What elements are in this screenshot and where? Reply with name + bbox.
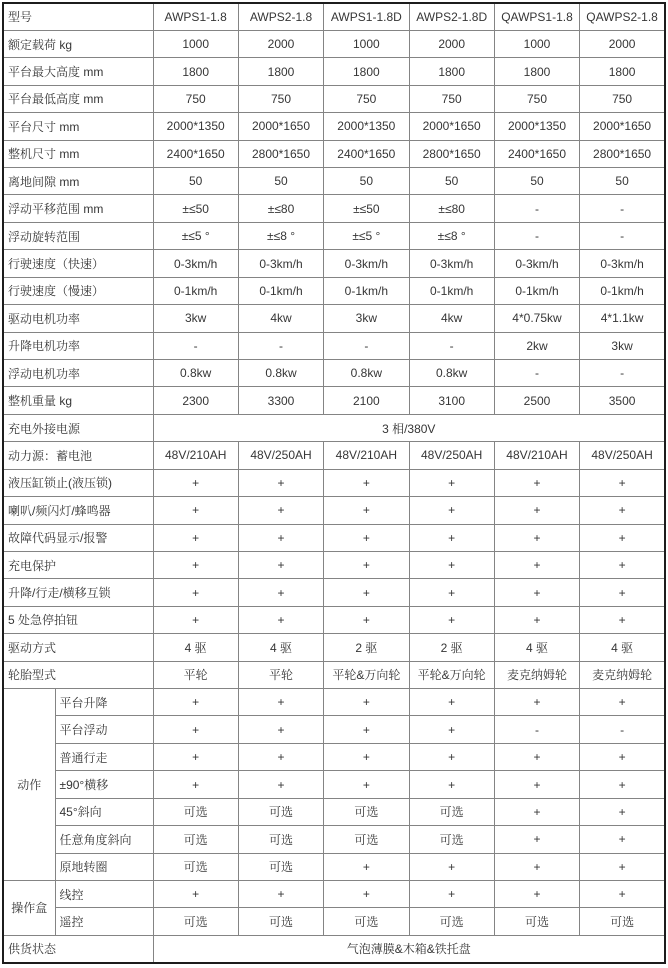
row-label: 行驶速度（快速） [3,250,153,277]
value-cell: 可选 [238,826,323,853]
value-cell: + [409,881,494,908]
value-cell: + [153,689,238,716]
value-cell: 750 [153,85,238,112]
value-cell: 3kw [153,305,238,332]
value-cell: ±≤80 [238,195,323,222]
spec-table [2,2,666,964]
value-cell: 1800 [238,58,323,85]
value-cell: 1000 [324,30,409,57]
value-cell: - [409,332,494,359]
value-cell: + [324,551,409,578]
value-cell: + [580,853,665,880]
value-cell: 50 [153,168,238,195]
value-cell: ±≤80 [409,195,494,222]
value-cell: 50 [409,168,494,195]
value-cell: + [580,826,665,853]
table-row [3,305,665,332]
value-cell: + [153,497,238,524]
row-sublabel: 平台升降 [55,689,153,716]
value-cell: + [409,579,494,606]
value-cell: 可选 [580,908,665,935]
value-cell: + [324,524,409,551]
value-cell: 可选 [153,853,238,880]
value-cell: 3kw [580,332,665,359]
value-cell: + [409,524,494,551]
value-cell: 1800 [494,58,579,85]
row-label: 升降电机功率 [3,332,153,359]
value-cell: + [409,497,494,524]
value-cell: + [580,497,665,524]
value-cell: + [494,606,579,633]
value-cell: 0-3km/h [238,250,323,277]
value-cell: 2800*1650 [409,140,494,167]
value-cell: + [153,551,238,578]
value-cell: 0-1km/h [580,277,665,304]
value-cell: 750 [580,85,665,112]
value-cell: 0.8kw [324,359,409,386]
table-row [3,881,665,908]
value-cell: + [494,881,579,908]
value-cell: - [238,332,323,359]
value-cell: 0-3km/h [580,250,665,277]
table-row [3,743,665,770]
value-cell: 4 驱 [580,634,665,661]
value-cell: - [494,195,579,222]
col-header-model: AWPS1-1.8D [324,3,409,30]
table-row [3,716,665,743]
value-cell: 1000 [153,30,238,57]
value-cell: ±≤50 [324,195,409,222]
value-cell: 1800 [580,58,665,85]
value-cell: ±≤8 ° [238,222,323,249]
value-cell: + [580,551,665,578]
col-header-model: AWPS2-1.8D [409,3,494,30]
value-cell: 可选 [324,826,409,853]
value-cell: 0-1km/h [324,277,409,304]
row-label: 5 处急停拍钮 [3,606,153,633]
value-cell: + [409,716,494,743]
value-cell: 4kw [238,305,323,332]
table-row [3,661,665,688]
value-cell: + [580,579,665,606]
value-cell: 50 [580,168,665,195]
value-cell: + [153,771,238,798]
value-cell: 2 驱 [324,634,409,661]
value-cell: 可选 [409,798,494,825]
value-cell: 750 [409,85,494,112]
merged-value-cell: 气泡薄膜&木箱&铁托盘 [153,935,665,963]
value-cell: 平轮 [238,661,323,688]
value-cell: 750 [494,85,579,112]
value-cell: 0-1km/h [153,277,238,304]
value-cell: 可选 [324,798,409,825]
value-cell: + [238,579,323,606]
col-header-model: AWPS1-1.8 [153,3,238,30]
value-cell: 0.8kw [238,359,323,386]
value-cell: 0-3km/h [324,250,409,277]
value-cell: 可选 [494,908,579,935]
value-cell: + [494,826,579,853]
value-cell: 0-3km/h [409,250,494,277]
value-cell: + [494,551,579,578]
value-cell: 0-3km/h [153,250,238,277]
value-cell: + [580,524,665,551]
col-header-model: QAWPS2-1.8 [580,3,665,30]
row-label: 轮胎型式 [3,661,153,688]
group-label: 操作盒 [3,881,55,936]
value-cell: + [153,881,238,908]
value-cell: + [324,716,409,743]
table-row [3,634,665,661]
value-cell: 3500 [580,387,665,414]
value-cell: 2000*1650 [409,113,494,140]
row-label: 浮动电机功率 [3,359,153,386]
value-cell: 可选 [238,853,323,880]
value-cell: 2 驱 [409,634,494,661]
value-cell: 0-1km/h [409,277,494,304]
row-label: 平台最大高度 mm [3,58,153,85]
value-cell: + [494,579,579,606]
value-cell: 2400*1650 [494,140,579,167]
value-cell: + [153,579,238,606]
value-cell: 50 [238,168,323,195]
table-row [3,85,665,112]
value-cell: + [409,551,494,578]
value-cell: + [580,469,665,496]
value-cell: 1800 [409,58,494,85]
value-cell: 0-3km/h [494,250,579,277]
value-cell: ±≤50 [153,195,238,222]
value-cell: + [238,716,323,743]
value-cell: + [409,853,494,880]
row-label: 平台最低高度 mm [3,85,153,112]
value-cell: - [324,332,409,359]
row-sublabel: 原地转圈 [55,853,153,880]
value-cell: + [324,853,409,880]
value-cell: 2400*1650 [153,140,238,167]
table-row [3,58,665,85]
row-label: 浮动平移范围 mm [3,195,153,222]
value-cell: + [580,606,665,633]
value-cell: 48V/210AH [324,442,409,469]
table-row [3,195,665,222]
value-cell: 0-1km/h [494,277,579,304]
spec-table-body [3,3,665,963]
value-cell: + [153,743,238,770]
value-cell: + [580,881,665,908]
value-cell: 0-1km/h [238,277,323,304]
table-row [3,798,665,825]
merged-value-cell: 3 相/380V [153,414,665,441]
col-header-model-label: 型号 [3,3,153,30]
value-cell: 4*1.1kw [580,305,665,332]
table-row [3,551,665,578]
value-cell: 48V/250AH [580,442,665,469]
value-cell: + [324,743,409,770]
value-cell: ±≤5 ° [324,222,409,249]
table-row [3,771,665,798]
value-cell: + [494,798,579,825]
table-row [3,689,665,716]
value-cell: 平轮 [153,661,238,688]
row-label: 离地间隙 mm [3,168,153,195]
value-cell: 4 驱 [494,634,579,661]
value-cell: 2000*1650 [238,113,323,140]
row-label: 动力源：蓄电池 [3,442,153,469]
value-cell: 2500 [494,387,579,414]
value-cell: 2000*1650 [580,113,665,140]
table-row [3,250,665,277]
value-cell: 麦克纳姆轮 [494,661,579,688]
row-label: 行驶速度（慢速） [3,277,153,304]
value-cell: 3kw [324,305,409,332]
value-cell: 48V/210AH [494,442,579,469]
value-cell: 4 驱 [153,634,238,661]
value-cell: + [494,771,579,798]
value-cell: + [494,497,579,524]
value-cell: + [238,689,323,716]
value-cell: 3100 [409,387,494,414]
value-cell: - [580,716,665,743]
value-cell: 平轮&万向轮 [409,661,494,688]
value-cell: - [580,195,665,222]
table-row [3,442,665,469]
value-cell: - [580,359,665,386]
value-cell: + [494,743,579,770]
group-label: 动作 [3,689,55,881]
value-cell: - [153,332,238,359]
value-cell: - [580,222,665,249]
table-row [3,908,665,935]
value-cell: + [494,853,579,880]
value-cell: 48V/250AH [238,442,323,469]
row-label: 充电外接电源 [3,414,153,441]
table-row [3,140,665,167]
table-row [3,113,665,140]
value-cell: + [580,771,665,798]
value-cell: 2000*1350 [494,113,579,140]
value-cell: + [153,524,238,551]
row-label: 额定载荷 kg [3,30,153,57]
table-row [3,277,665,304]
row-sublabel: 遥控 [55,908,153,935]
value-cell: + [324,689,409,716]
value-cell: + [238,881,323,908]
value-cell: 0.8kw [409,359,494,386]
value-cell: 750 [324,85,409,112]
value-cell: + [324,497,409,524]
row-label: 故障代码显示/报警 [3,524,153,551]
value-cell: + [153,606,238,633]
value-cell: 4 驱 [238,634,323,661]
value-cell: + [494,524,579,551]
value-cell: 2000 [580,30,665,57]
value-cell: 2000 [238,30,323,57]
value-cell: 48V/250AH [409,442,494,469]
row-label: 喇叭/频闪灯/蜂鸣器 [3,497,153,524]
value-cell: 3300 [238,387,323,414]
value-cell: + [580,689,665,716]
value-cell: + [238,469,323,496]
value-cell: + [238,771,323,798]
value-cell: 平轮&万向轮 [324,661,409,688]
value-cell: + [580,798,665,825]
value-cell: - [494,359,579,386]
value-cell: + [409,469,494,496]
table-row [3,935,665,963]
row-sublabel: 普通行走 [55,743,153,770]
row-sublabel: 线控 [55,881,153,908]
value-cell: 4kw [409,305,494,332]
value-cell: ±≤8 ° [409,222,494,249]
value-cell: 可选 [324,908,409,935]
value-cell: + [324,469,409,496]
value-cell: + [324,606,409,633]
value-cell: + [409,743,494,770]
value-cell: 2000*1350 [153,113,238,140]
value-cell: - [494,716,579,743]
value-cell: + [153,716,238,743]
row-label: 液压缸锁止(液压锁) [3,469,153,496]
table-row [3,606,665,633]
value-cell: 可选 [153,826,238,853]
table-row [3,30,665,57]
value-cell: + [324,579,409,606]
value-cell: 1800 [153,58,238,85]
value-cell: 可选 [409,908,494,935]
table-row [3,332,665,359]
row-label: 驱动电机功率 [3,305,153,332]
row-label: 供货状态 [3,935,153,963]
value-cell: + [238,524,323,551]
value-cell: 可选 [153,798,238,825]
value-cell: 2100 [324,387,409,414]
value-cell: + [494,689,579,716]
value-cell: + [238,743,323,770]
value-cell: 2800*1650 [238,140,323,167]
table-row [3,469,665,496]
table-row [3,579,665,606]
row-label: 浮动旋转范围 [3,222,153,249]
row-label: 驱动方式 [3,634,153,661]
row-label: 平台尺寸 mm [3,113,153,140]
table-row [3,826,665,853]
value-cell: + [153,469,238,496]
value-cell: 2400*1650 [324,140,409,167]
value-cell: 可选 [153,908,238,935]
table-row [3,3,665,30]
table-row [3,853,665,880]
row-label: 升降/行走/横移互锁 [3,579,153,606]
row-sublabel: 平台浮动 [55,716,153,743]
value-cell: + [409,771,494,798]
col-header-model: AWPS2-1.8 [238,3,323,30]
value-cell: + [238,497,323,524]
col-header-model: QAWPS1-1.8 [494,3,579,30]
table-row [3,222,665,249]
row-sublabel: ±90°横移 [55,771,153,798]
value-cell: + [324,771,409,798]
value-cell: 2800*1650 [580,140,665,167]
value-cell: 2kw [494,332,579,359]
value-cell: 可选 [238,908,323,935]
value-cell: 50 [324,168,409,195]
value-cell: + [238,606,323,633]
value-cell: 可选 [238,798,323,825]
value-cell: - [494,222,579,249]
table-row [3,414,665,441]
value-cell: + [409,689,494,716]
value-cell: + [494,469,579,496]
table-row [3,359,665,386]
row-sublabel: 任意角度斜向 [55,826,153,853]
value-cell: 2300 [153,387,238,414]
table-row [3,524,665,551]
row-label: 整机重量 kg [3,387,153,414]
value-cell: 50 [494,168,579,195]
value-cell: 2000 [409,30,494,57]
value-cell: 48V/210AH [153,442,238,469]
value-cell: 麦克纳姆轮 [580,661,665,688]
row-label: 整机尺寸 mm [3,140,153,167]
value-cell: 750 [238,85,323,112]
row-sublabel: 45°斜向 [55,798,153,825]
value-cell: 0.8kw [153,359,238,386]
value-cell: ±≤5 ° [153,222,238,249]
value-cell: + [580,743,665,770]
table-row [3,168,665,195]
value-cell: 1000 [494,30,579,57]
table-row [3,497,665,524]
value-cell: + [409,606,494,633]
row-label: 充电保护 [3,551,153,578]
value-cell: 4*0.75kw [494,305,579,332]
value-cell: 2000*1350 [324,113,409,140]
value-cell: 1800 [324,58,409,85]
value-cell: + [324,881,409,908]
value-cell: + [238,551,323,578]
value-cell: 可选 [409,826,494,853]
table-row [3,387,665,414]
